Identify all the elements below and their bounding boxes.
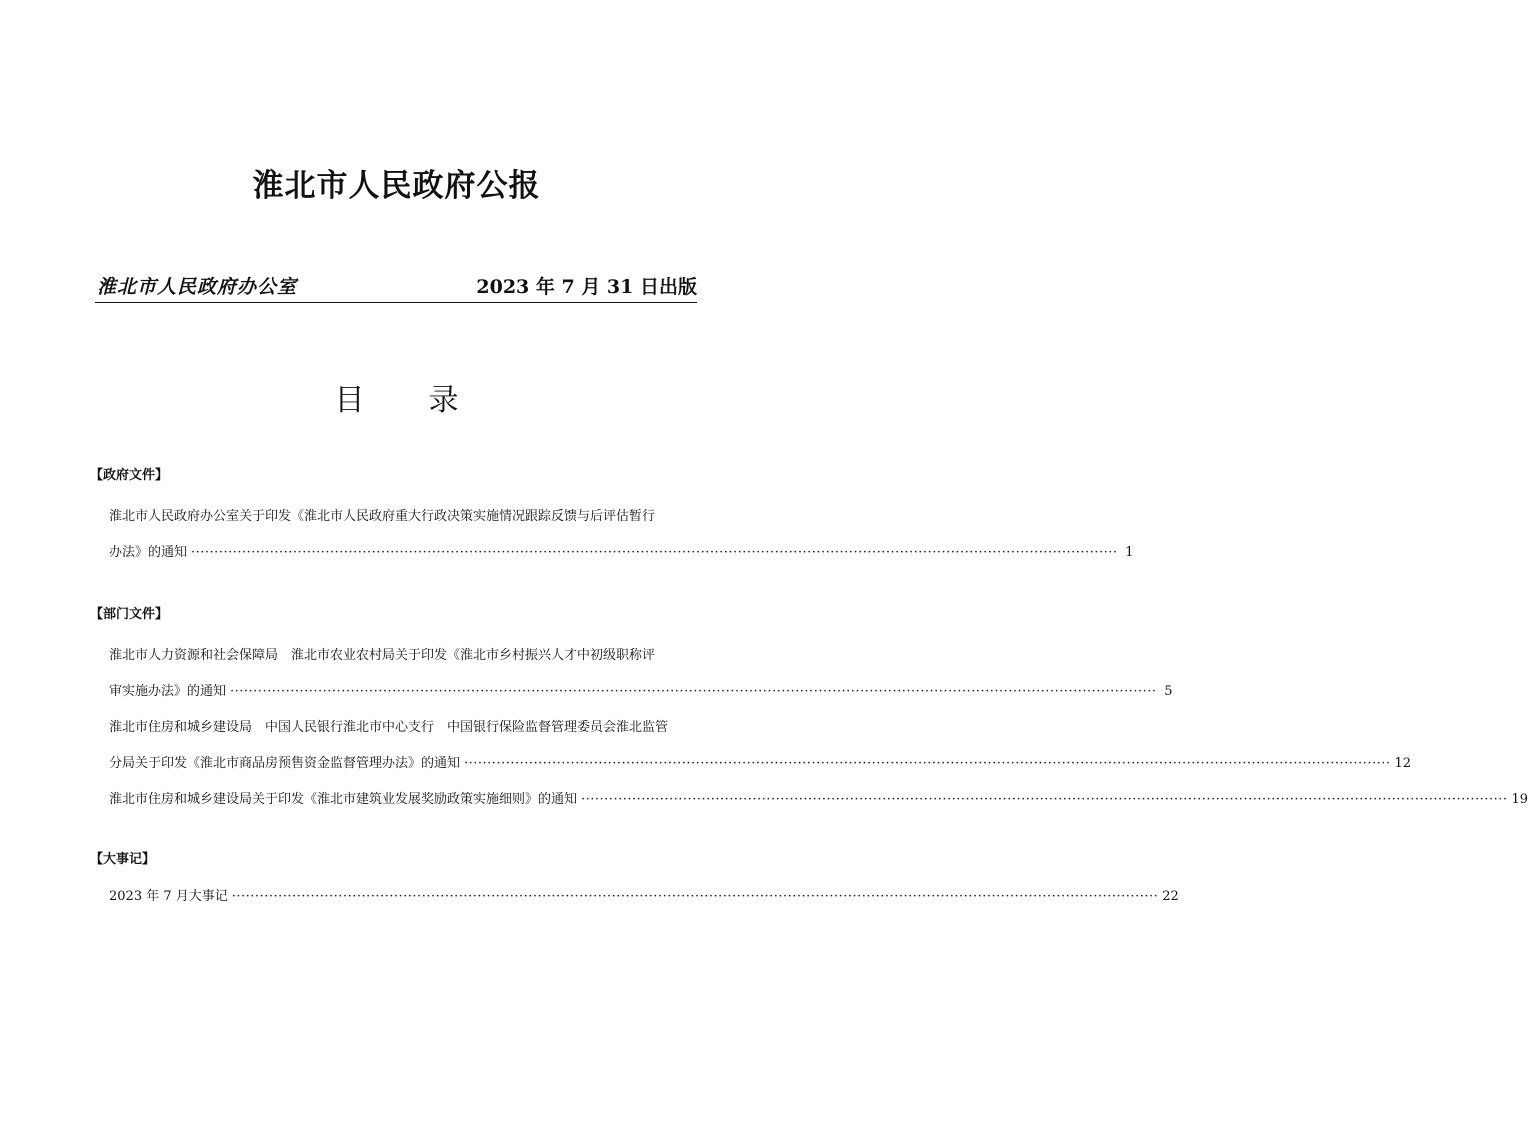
entry-title-line2-row (109, 782, 1528, 818)
section-heading: 【政府文件】 (90, 468, 169, 483)
entry-title-line2-row (109, 746, 1412, 782)
section-heading: 【大事记】 (90, 852, 156, 867)
entry-title-line2: 分局关于印发《淮北市商品房预售资金监督管理办法》的通知 (109, 756, 461, 771)
entry-title-line2: 淮北市住房和城乡建设局关于印发《淮北市建筑业发展奖励政策实施细则》的通知 (109, 792, 578, 807)
entry-title-line1: 淮北市人力资源和社会保障局 淮北市农业农村局关于印发《淮北市乡村振兴人才中初级职称评 (109, 648, 656, 663)
toc-title-char-2: 录 (428, 383, 459, 418)
toc-section-government (90, 465, 1134, 571)
leader-dots: ········································································································································································································ (581, 792, 1508, 807)
toc-entry[interactable] (109, 710, 1412, 782)
entry-page-number: 5 (1164, 684, 1173, 699)
entry-title-line1: 淮北市人民政府办公室关于印发《淮北市人民政府重大行政决策实施情况跟踪反馈与后评估暂行 (109, 509, 656, 524)
toc-section-events (90, 849, 1179, 915)
entry-page-number: 22 (1162, 889, 1179, 904)
entry-title-line2-row (109, 674, 1173, 710)
leader-dots: ········································································································································································································ (230, 684, 1157, 699)
entry-page-number: 12 (1394, 756, 1412, 771)
entry-title-line2: 审实施办法》的通知 (109, 684, 227, 699)
toc-entry[interactable] (109, 638, 1173, 710)
bulletin-title: 淮北市人民政府公报 (252, 168, 541, 204)
entry-title-line2-row (109, 879, 1179, 915)
entry-page-number: 19 (1511, 792, 1528, 807)
publication-header (97, 269, 697, 299)
entry-title-line1: 淮北市住房和城乡建设局 中国人民银行淮北市中心支行 中国银行保险监督管理委员会淮北监管 (109, 720, 669, 735)
header-divider (95, 302, 697, 303)
toc-entry[interactable] (109, 879, 1179, 915)
entry-title-line2: 办法》的通知 (109, 545, 188, 560)
entry-title-line2: 2023 年 7 月大事记 (109, 889, 228, 904)
toc-section-department (90, 604, 1528, 818)
toc-entry[interactable] (109, 499, 1134, 571)
entry-title-line2-row (109, 535, 1134, 571)
leader-dots: ········································································································································································································ (231, 889, 1159, 904)
publisher-name: 淮北市人民政府办公室 (97, 276, 298, 298)
toc-title (0, 375, 793, 419)
publication-date: 2023 年 7 月 31 日出版 (476, 276, 697, 298)
toc-entry[interactable] (109, 782, 1528, 818)
section-heading: 【部门文件】 (90, 607, 169, 622)
leader-dots: ········································································································································································································ (464, 756, 1391, 771)
toc-title-char-1: 目 (334, 383, 365, 418)
leader-dots: ········································································································································································································ (191, 545, 1118, 560)
entry-page-number: 1 (1125, 545, 1134, 560)
